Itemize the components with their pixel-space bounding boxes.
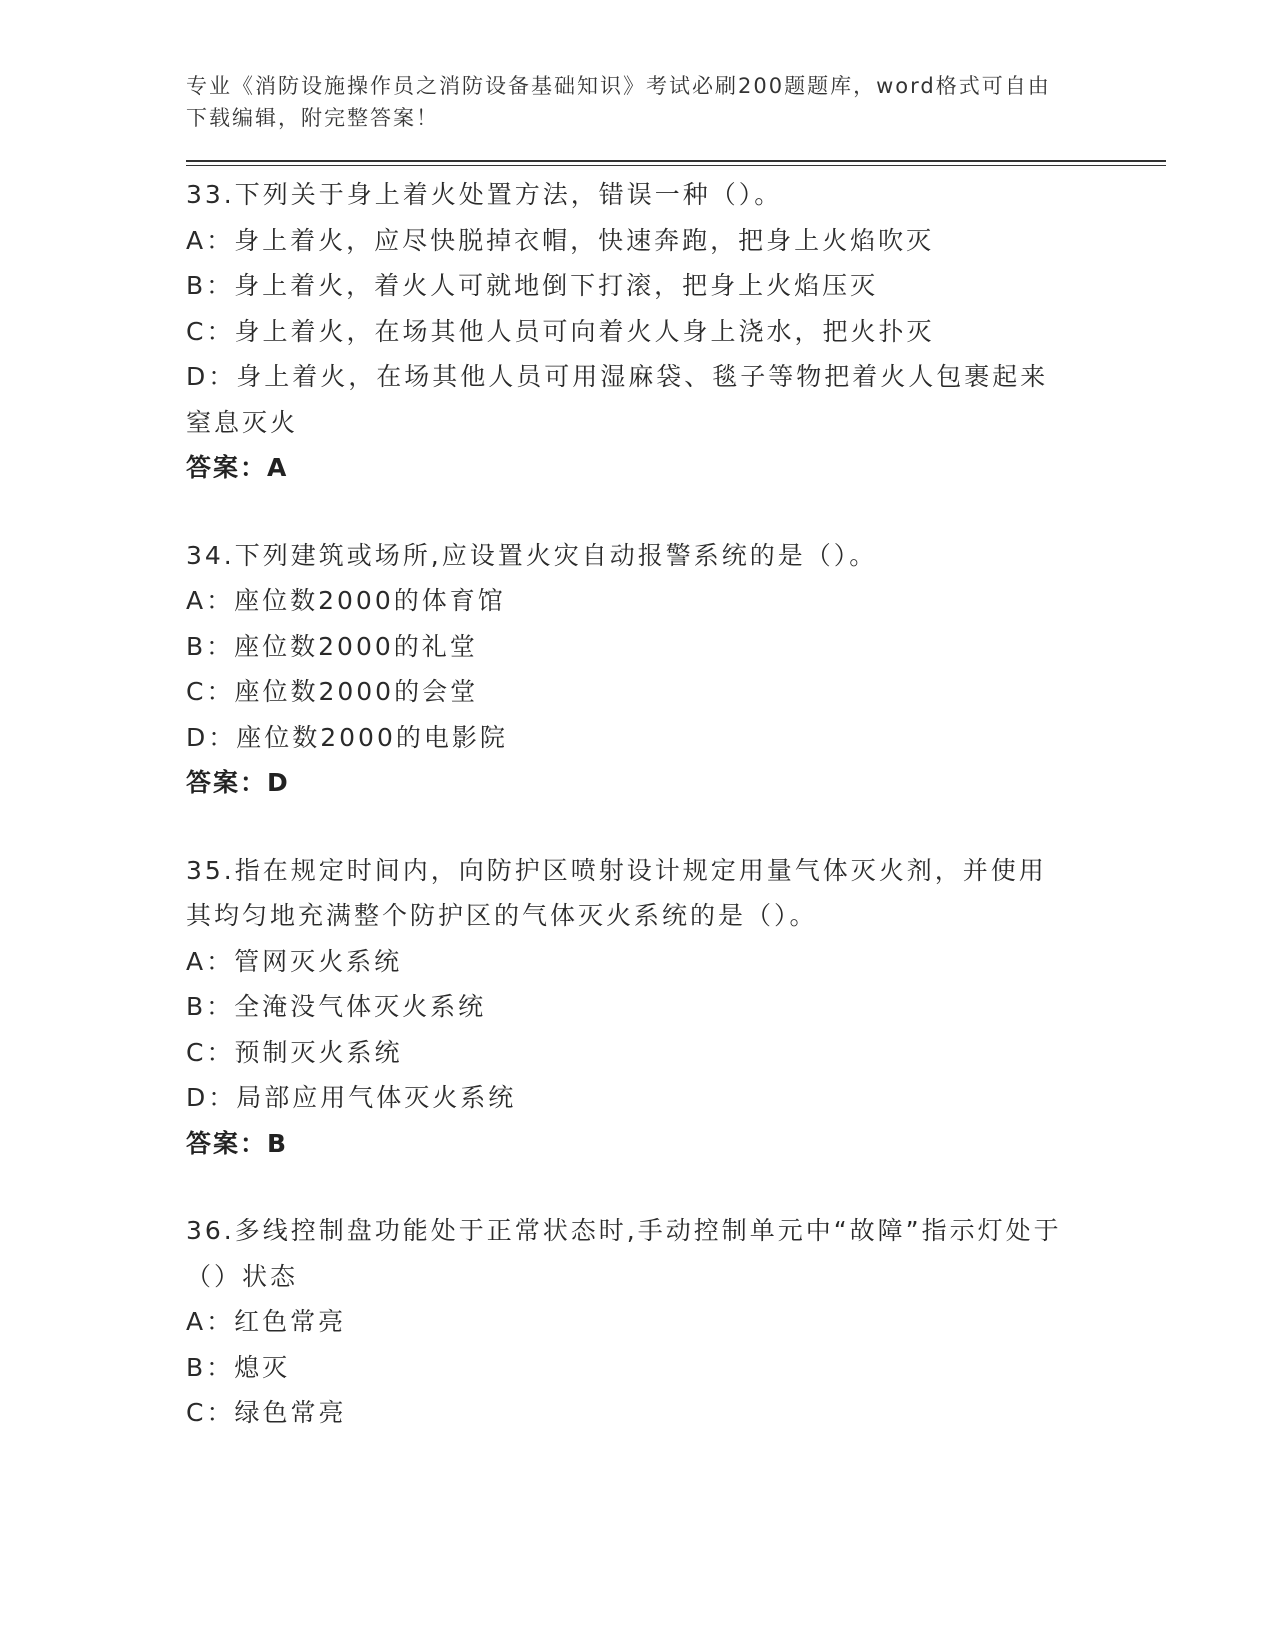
question-33: [186, 172, 1166, 491]
question-stem: 36.多线控制盘功能处于正常状态时,手动控制单元中“故障”指示灯处于（）状态: [186, 1216, 1062, 1291]
answer-text: 答案：D: [186, 768, 290, 797]
option-a: A：管网灭火系统: [186, 946, 403, 976]
document-header: 专业《消防设施操作员之消防设备基础知识》考试必刷200题题库，word格式可自由下载编辑，附完整答案！: [186, 74, 1051, 130]
option-d: D：身上着火，在场其他人员可用湿麻袋、毯子等物把着火人包裹起来窒息灭火: [186, 362, 1049, 437]
document-page: [186, 70, 1166, 1478]
answer-text: 答案：B: [186, 1128, 289, 1158]
option-b: B：座位数2000的礼堂: [186, 631, 478, 661]
answer-text: 答案：A: [186, 453, 289, 482]
question-stem: 34.下列建筑或场所,应设置火灾自动报警系统的是（）。: [186, 540, 878, 570]
option-b: B：熄灭: [186, 1352, 291, 1382]
question-34: [186, 533, 1166, 806]
option-c: C：身上着火，在场其他人员可向着火人身上浇水，把火扑灭: [186, 316, 935, 346]
question-stem: 33.下列关于身上着火处置方法，错误一种（）。: [186, 180, 783, 209]
option-d: D：局部应用气体灭火系统: [186, 1083, 517, 1112]
question-36: [186, 1208, 1166, 1436]
option-a: A：座位数2000的体育馆: [186, 586, 506, 615]
option-c: C：预制灭火系统: [186, 1037, 403, 1067]
question-stem: 35.指在规定时间内，向防护区喷射设计规定用量气体灭火剂，并使用其均匀地充满整个防护区的气体灭火系统的是（）。: [186, 855, 1047, 930]
header-divider: [186, 160, 1166, 166]
question-35: [186, 848, 1166, 1167]
option-b: B：全淹没气体灭火系统: [186, 992, 487, 1021]
option-a: A：身上着火，应尽快脱掉衣帽，快速奔跑，把身上火焰吹灭: [186, 225, 935, 255]
option-c: C：绿色常亮: [186, 1398, 347, 1427]
option-c: C：座位数2000的会堂: [186, 677, 479, 706]
option-b: B：身上着火，着火人可就地倒下打滚，把身上火焰压灭: [186, 271, 879, 300]
option-d: D：座位数2000的电影院: [186, 722, 508, 752]
question-list: [186, 172, 1166, 1436]
option-a: A：红色常亮: [186, 1307, 347, 1336]
